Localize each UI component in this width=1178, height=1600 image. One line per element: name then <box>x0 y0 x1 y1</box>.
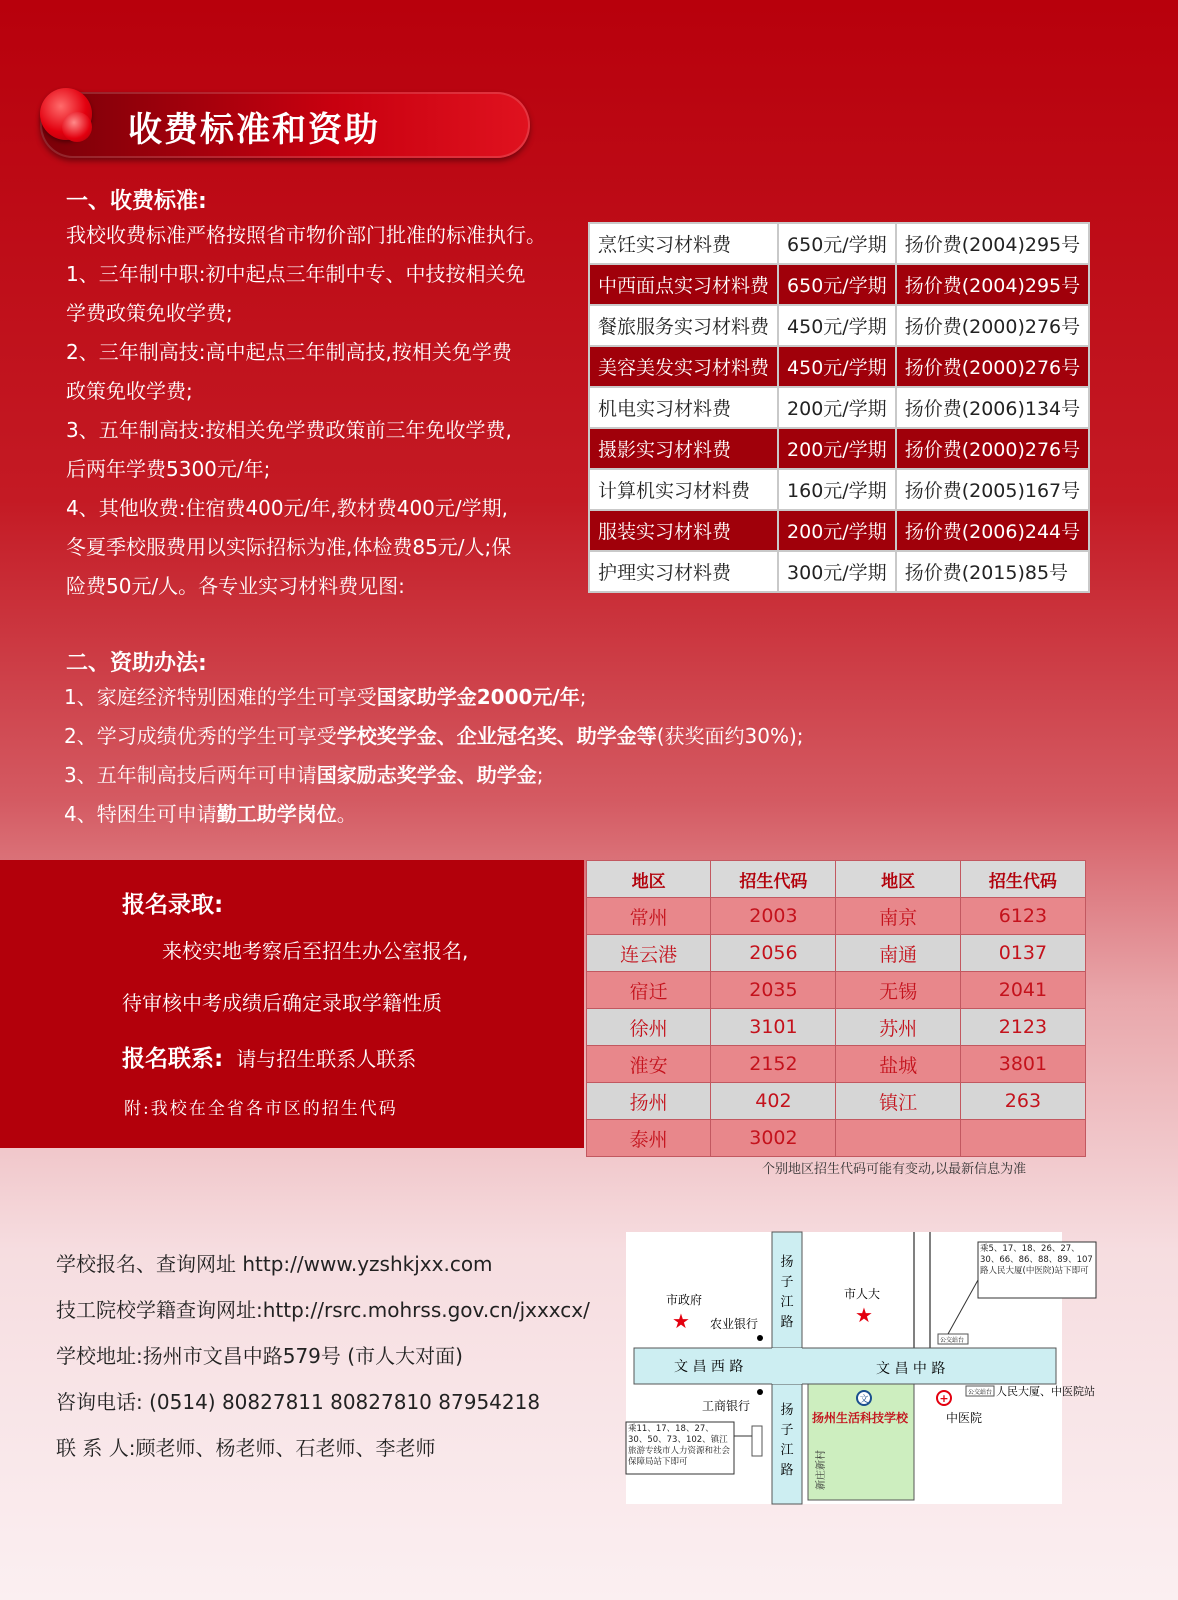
star-icon: ★ <box>855 1303 873 1327</box>
road-label: 子 <box>780 1423 794 1438</box>
enroll-line2: 待审核中考成绩后确定录取学籍性质 <box>122 991 442 1015</box>
city-gov-label: 市政府 <box>666 1293 703 1307</box>
column-header: 招生代码 <box>960 861 1085 898</box>
code-cell: 263 <box>960 1083 1085 1120</box>
code-cell: 2056 <box>711 935 836 972</box>
enroll-footnote: 附:我校在全省各市区的招生代码 <box>124 1099 398 1119</box>
road-label-west: 文 昌 西 路 <box>674 1359 744 1375</box>
bus-stop-label: 公交站台 <box>968 1389 993 1396</box>
table-row <box>589 469 1089 510</box>
enroll-heading: 报名录取: <box>122 892 224 918</box>
road-intersection <box>772 1348 802 1384</box>
region-cell <box>836 1120 960 1157</box>
code-table <box>586 860 1086 1157</box>
school-symbol: 文 <box>859 1395 869 1405</box>
road-label-middle: 文 昌 中 路 <box>876 1361 946 1377</box>
fee-table <box>588 222 1090 593</box>
fee-item: 摄影实习材料费 <box>589 428 778 469</box>
fee-item: 机电实习材料费 <box>589 387 778 428</box>
address-line: 学校地址:扬州市文昌中路579号 (市人大对面) <box>56 1344 463 1368</box>
fee-amount: 160元/学期 <box>778 469 896 510</box>
location-map <box>626 1232 1095 1504</box>
fees-line: 3、五年制高技:按相关免学费政策前三年免收学费, <box>66 418 512 442</box>
fee-doc: 扬价费(2004)295号 <box>896 223 1089 264</box>
phone-line: 咨询电话: (0514) 80827811 80827810 87954218 <box>56 1390 541 1414</box>
table-row <box>589 387 1089 428</box>
aid-highlight: 国家励志奖学金、助学金 <box>316 763 537 787</box>
fees-heading: 一、收费标准: <box>66 189 207 214</box>
region-cell: 徐州 <box>587 1009 711 1046</box>
region-cell: 淮安 <box>587 1046 711 1083</box>
region-cell: 常州 <box>587 898 711 935</box>
fee-amount: 200元/学期 <box>778 428 896 469</box>
region-cell: 扬州 <box>587 1083 711 1120</box>
fees-line: 4、其他收费:住宿费400元/年,教材费400元/学期, <box>66 496 509 520</box>
fee-item: 美容美发实习材料费 <box>589 346 778 387</box>
fee-doc: 扬价费(2006)134号 <box>896 387 1089 428</box>
aid-item <box>64 756 1124 795</box>
table-row <box>587 1083 1086 1120</box>
star-icon: ★ <box>672 1309 690 1333</box>
road-label: 子 <box>780 1275 794 1290</box>
aid-highlight: 国家助学金2000元/年 <box>376 685 580 709</box>
enroll-contact <box>122 1040 416 1073</box>
code-cell: 2035 <box>711 972 836 1009</box>
table-row <box>589 551 1089 592</box>
code-cell: 2003 <box>711 898 836 935</box>
table-row <box>587 1120 1086 1157</box>
agri-bank-label: 农业银行 <box>710 1317 759 1331</box>
fee-doc: 扬价费(2000)276号 <box>896 305 1089 346</box>
code-cell: 0137 <box>960 935 1085 972</box>
table-header <box>587 861 1086 898</box>
peoples-congress-label: 市人大 <box>844 1287 881 1301</box>
fee-item: 餐旅服务实习材料费 <box>589 305 778 346</box>
code-note: 个别地区招生代码可能有变动,以最新信息为准 <box>762 1162 1027 1177</box>
region-cell: 南通 <box>836 935 960 972</box>
table-row <box>589 510 1089 551</box>
table-row <box>589 428 1089 469</box>
aid-text: 。 <box>336 802 357 826</box>
fee-item: 中西面点实习材料费 <box>589 264 778 305</box>
bus-note-sw: 乘11、17、18、27、30、50、73、102、镇江旅游专线市人力资源和社会保障局站下即可 <box>628 1424 731 1467</box>
code-cell: 402 <box>711 1083 836 1120</box>
region-cell: 连云港 <box>587 935 711 972</box>
aid-text: 1、家庭经济特别困难的学生可享受 <box>64 685 377 709</box>
fees-line: 学费政策免收学费; <box>66 301 233 325</box>
fee-amount: 450元/学期 <box>778 305 896 346</box>
fee-item: 计算机实习材料费 <box>589 469 778 510</box>
fee-doc: 扬价费(2004)295号 <box>896 264 1089 305</box>
enroll-contact-text: 请与招生联系人联系 <box>236 1047 417 1071</box>
enroll-line1: 来校实地考察后至招生办公室报名, <box>162 939 469 963</box>
aid-item <box>64 678 1124 717</box>
fee-amount: 450元/学期 <box>778 346 896 387</box>
fee-item: 服装实习材料费 <box>589 510 778 551</box>
fees-line: 后两年学费5300元/年; <box>66 457 271 481</box>
table-row <box>587 898 1086 935</box>
fee-amount: 650元/学期 <box>778 223 896 264</box>
fees-text <box>66 216 576 606</box>
fee-item: 护理实习材料费 <box>589 551 778 592</box>
fees-line: 1、三年制中职:初中起点三年制中专、中技按相关免 <box>66 262 526 286</box>
aid-highlight: 勤工助学岗位 <box>216 802 337 826</box>
registry-line: 技工院校学籍查询网址:http://rsrc.mohrss.gov.cn/jxxxcx/ <box>56 1298 590 1322</box>
decor-circle-small-icon <box>62 112 92 142</box>
fee-doc: 扬价费(2015)85号 <box>896 551 1089 592</box>
code-cell: 3801 <box>960 1046 1085 1083</box>
cross-icon: + <box>939 1392 949 1405</box>
bus-stop-marker <box>752 1426 762 1456</box>
school-label: 扬州生活科技学校 <box>812 1411 909 1425</box>
aid-text: (获奖面约30%); <box>656 724 804 748</box>
region-cell: 苏州 <box>836 1009 960 1046</box>
aid-text: 2、学习成绩优秀的学生可享受 <box>64 724 337 748</box>
fees-line: 冬夏季校服费用以实际招标为准,体检费85元/人;保 <box>66 535 512 559</box>
region-cell: 宿迁 <box>587 972 711 1009</box>
fee-amount: 300元/学期 <box>778 551 896 592</box>
bus-stop-label: 公交站台 <box>940 1337 965 1344</box>
code-cell <box>960 1120 1085 1157</box>
road-label: 扬 <box>780 1255 794 1270</box>
aid-text: 3、五年制高技后两年可申请 <box>64 763 317 787</box>
region-cell: 盐城 <box>836 1046 960 1083</box>
road-label: 路 <box>780 1463 794 1478</box>
table-row <box>589 346 1089 387</box>
region-cell: 泰州 <box>587 1120 711 1157</box>
table-row <box>587 972 1086 1009</box>
road-label: 江 <box>780 1443 794 1458</box>
aid-list <box>64 678 1124 834</box>
icbc-label: 工商银行 <box>702 1399 751 1413</box>
code-cell: 3101 <box>711 1009 836 1046</box>
road-label: 江 <box>780 1295 794 1310</box>
bus-note-ne: 乘5、17、18、26、27、30、66、86、88、89、107路人民大厦(中医院)站下即可 <box>980 1244 1093 1276</box>
region-cell: 无锡 <box>836 972 960 1009</box>
fee-amount: 200元/学期 <box>778 510 896 551</box>
landmark-dot-icon <box>757 1335 763 1341</box>
code-cell: 6123 <box>960 898 1085 935</box>
landmark-dot-icon <box>757 1389 763 1395</box>
column-header: 地区 <box>836 861 960 898</box>
bus-callout-ne-text <box>980 1244 1094 1298</box>
aid-text: 4、特困生可申请 <box>64 802 217 826</box>
code-cell: 2123 <box>960 1009 1085 1046</box>
enroll-contact-heading: 报名联系: <box>122 1046 224 1072</box>
road-label: 路 <box>780 1315 794 1330</box>
aid-item <box>64 717 1124 756</box>
contact-people-line: 联 系 人:顾老师、杨老师、石老师、李老师 <box>56 1436 436 1460</box>
aid-highlight: 学校奖学金、企业冠名奖、助学金等 <box>336 724 657 748</box>
fee-doc: 扬价费(2000)276号 <box>896 428 1089 469</box>
fees-line: 政策免收学费; <box>66 379 193 403</box>
fee-doc: 扬价费(2000)276号 <box>896 346 1089 387</box>
aid-text: ; <box>536 763 544 787</box>
fees-line: 险费50元/人。各专业实习材料费见图: <box>66 574 405 598</box>
table-row <box>587 935 1086 972</box>
aid-text: ; <box>579 685 587 709</box>
code-cell: 2041 <box>960 972 1085 1009</box>
road-label: 扬 <box>780 1403 794 1418</box>
page-title: 收费标准和资助 <box>128 110 380 150</box>
table-row <box>587 1009 1086 1046</box>
fee-amount: 650元/学期 <box>778 264 896 305</box>
table-row <box>589 264 1089 305</box>
fee-item: 烹饪实习材料费 <box>589 223 778 264</box>
fees-line: 2、三年制高技:高中起点三年制高技,按相关免学费 <box>66 340 512 364</box>
fee-amount: 200元/学期 <box>778 387 896 428</box>
bus-callout-sw-text <box>628 1424 732 1474</box>
fee-doc: 扬价费(2006)244号 <box>896 510 1089 551</box>
code-cell: 2152 <box>711 1046 836 1083</box>
website-line: 学校报名、查询网址 http://www.yzshkjxx.com <box>56 1252 493 1276</box>
region-cell: 镇江 <box>836 1083 960 1120</box>
table-row <box>587 1046 1086 1083</box>
column-header: 招生代码 <box>711 861 836 898</box>
fee-doc: 扬价费(2005)167号 <box>896 469 1089 510</box>
table-row <box>589 223 1089 264</box>
side-road-label: 新庄新村 <box>816 1450 827 1490</box>
code-cell: 3002 <box>711 1120 836 1157</box>
fees-intro: 我校收费标准严格按照省市物价部门批准的标准执行。 <box>66 223 546 247</box>
region-cell: 南京 <box>836 898 960 935</box>
aid-item <box>64 795 1124 834</box>
bus-stop-name: 人民大厦、中医院站 <box>996 1385 1095 1398</box>
hospital-label: 中医院 <box>946 1411 983 1425</box>
table-row <box>589 305 1089 346</box>
column-header: 地区 <box>587 861 711 898</box>
aid-heading: 二、资助办法: <box>66 651 207 676</box>
